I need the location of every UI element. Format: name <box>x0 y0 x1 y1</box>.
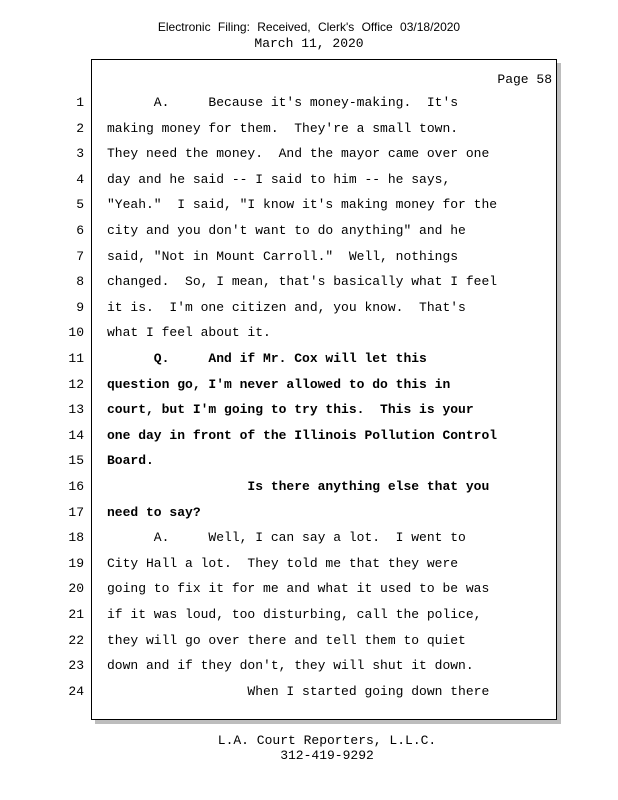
line-number: 9 <box>76 300 84 315</box>
line-number: 16 <box>68 479 84 494</box>
line-number: 1 <box>76 95 84 110</box>
line-text: court, but I'm going to try this. This is your <box>107 402 474 417</box>
line-number: 20 <box>68 581 84 596</box>
line-number: 15 <box>68 453 84 468</box>
line-text: going to fix it for me and what it used to be was <box>107 581 490 596</box>
line-number: 8 <box>76 274 84 289</box>
line-number: 23 <box>68 658 84 673</box>
line-text: it is. I'm one citizen and, you know. That's <box>107 300 466 315</box>
line-text: "Yeah." I said, "I know it's making money for the <box>107 197 498 212</box>
line-number: 17 <box>68 505 84 520</box>
transcript-date: March 11, 2020 <box>254 36 364 51</box>
line-number: 6 <box>76 223 84 238</box>
line-text: if it was loud, too disturbing, call the police, <box>107 607 482 622</box>
line-number: 3 <box>76 146 84 161</box>
line-text: question go, I'm never allowed to do this in <box>107 377 451 392</box>
line-number: 18 <box>68 530 84 545</box>
line-text: said, "Not in Mount Carroll." Well, nothings <box>107 249 459 264</box>
line-number: 14 <box>68 428 84 443</box>
line-number: 24 <box>68 684 84 699</box>
line-text: Q. And if Mr. Cox will let this <box>107 351 427 366</box>
line-text: Board. <box>107 453 154 468</box>
line-number: 12 <box>68 377 84 392</box>
line-text: need to say? <box>107 505 201 520</box>
line-text: Is there anything else that you <box>107 479 490 494</box>
line-number: 5 <box>76 197 84 212</box>
line-text: one day in front of the Illinois Pollution Control <box>107 428 498 443</box>
line-text: city and you don't want to do anything" and he <box>107 223 466 238</box>
line-text: down and if they don't, they will shut it down. <box>107 658 474 673</box>
line-number: 22 <box>68 633 84 648</box>
line-number: 4 <box>76 172 84 187</box>
line-number: 10 <box>68 325 84 340</box>
reporter-company: L.A. Court Reporters, L.L.C. <box>217 733 437 748</box>
line-number: 21 <box>68 607 84 622</box>
line-number: 13 <box>68 402 84 417</box>
line-text: making money for them. They're a small town. <box>107 121 459 136</box>
line-text: they will go over there and tell them to quiet <box>107 633 466 648</box>
line-number: 11 <box>68 351 84 366</box>
page-number: Page 58 <box>497 72 552 87</box>
line-text: A. Because it's money-making. It's <box>107 95 459 110</box>
line-number: 7 <box>76 249 84 264</box>
line-text: They need the money. And the mayor came over one <box>107 146 490 161</box>
reporter-phone: 312-419-9292 <box>280 748 374 763</box>
line-text: what I feel about it. <box>107 325 271 340</box>
filing-stamp: Electronic Filing: Received, Clerk's Office 03/18/2020 <box>157 20 461 34</box>
line-number: 19 <box>68 556 84 571</box>
line-text: changed. So, I mean, that's basically what I feel <box>107 274 498 289</box>
line-text: City Hall a lot. They told me that they were <box>107 556 459 571</box>
line-number: 2 <box>76 121 84 136</box>
line-text: A. Well, I can say a lot. I went to <box>107 530 466 545</box>
line-text: day and he said -- I said to him -- he says, <box>107 172 451 187</box>
line-text: When I started going down there <box>107 684 490 699</box>
